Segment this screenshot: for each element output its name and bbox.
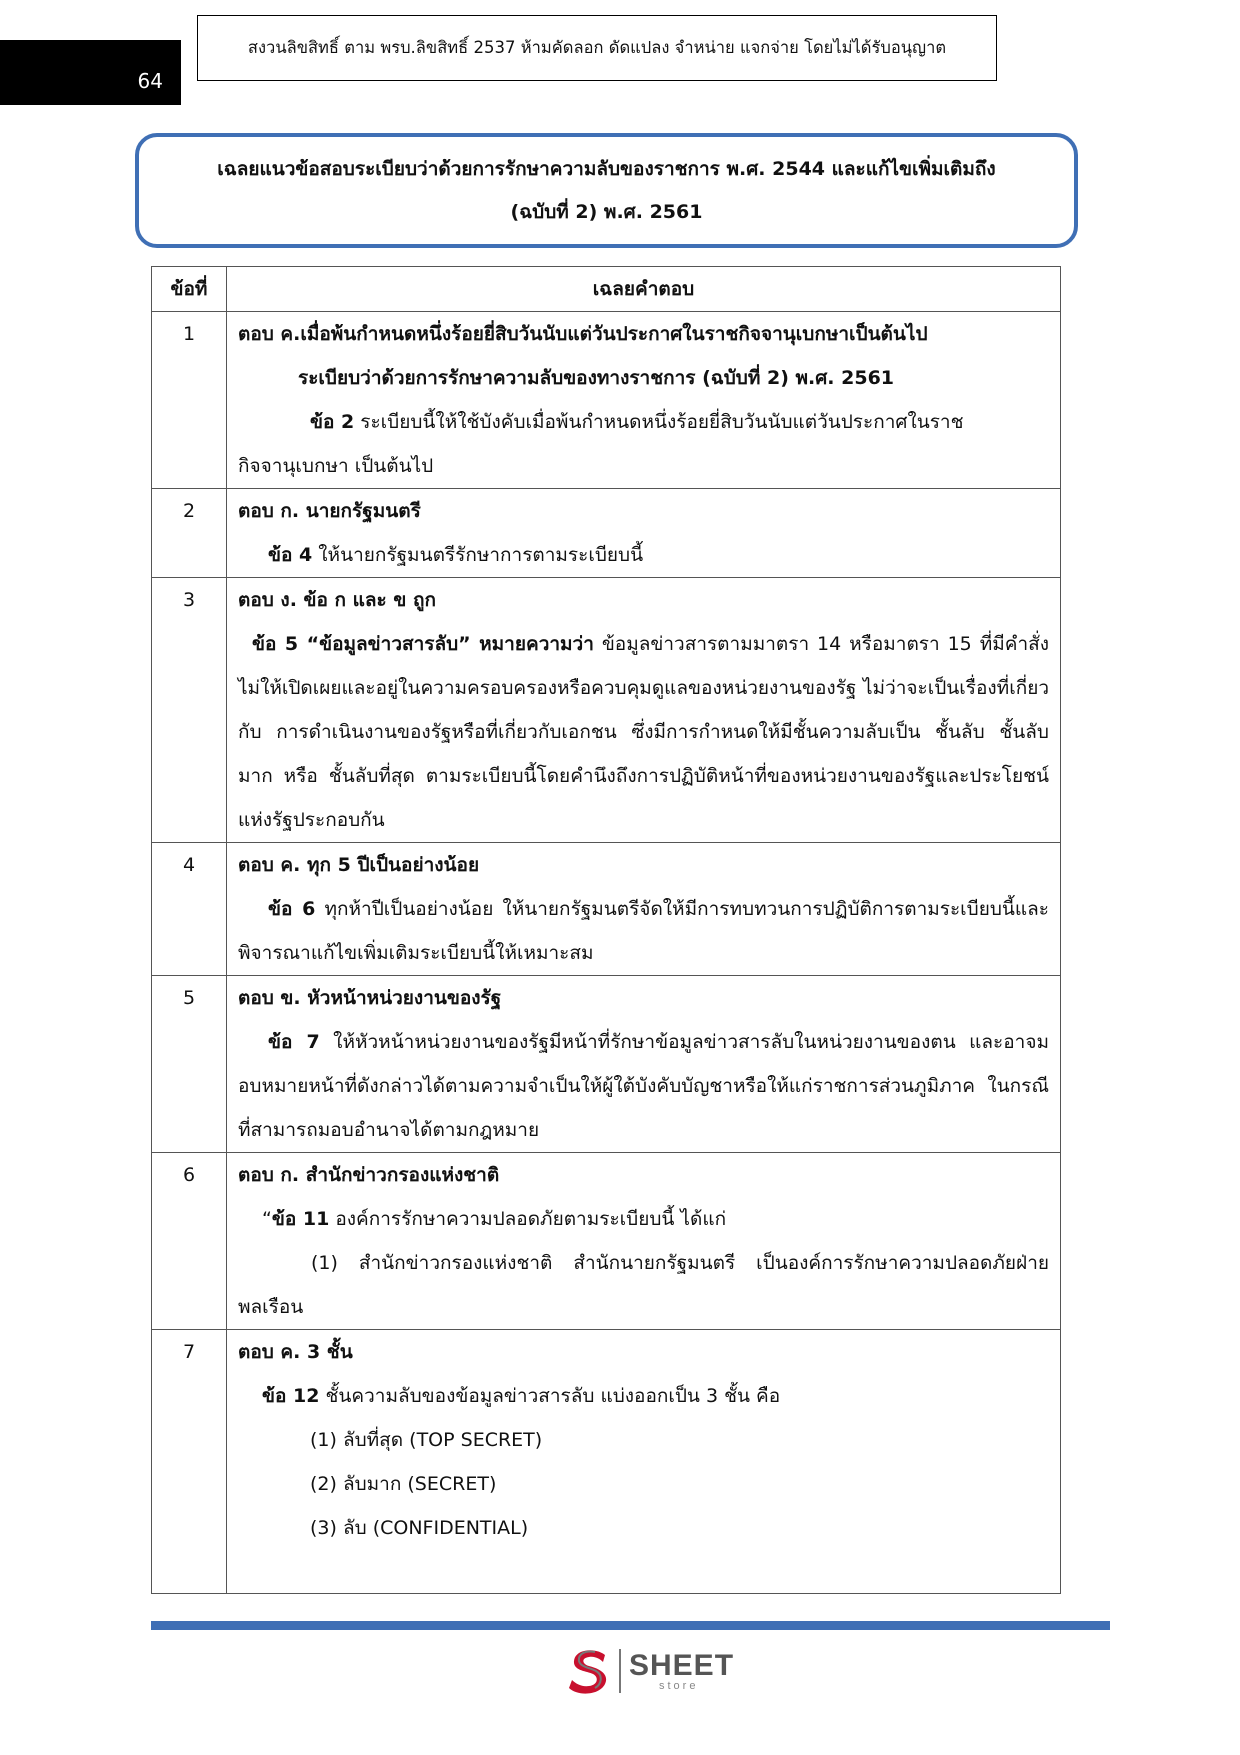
row-answer-cell bbox=[227, 1330, 1061, 1594]
clause-text: องค์การรักษาความปลอดภัยตามระเบียบนี้ ได้แก่ bbox=[329, 1208, 727, 1230]
quote-mark: “ bbox=[262, 1208, 272, 1230]
clause-paragraph bbox=[238, 622, 1049, 842]
clause-text: ชั้นความลับของข้อมูลข่าวสารลับ แบ่งออกเป็น 3 ชั้น คือ bbox=[319, 1385, 781, 1407]
clause-label: ข้อ 11 bbox=[271, 1208, 330, 1230]
row-answer-cell bbox=[227, 976, 1061, 1153]
row-number: 3 bbox=[152, 578, 227, 843]
row-answer-cell bbox=[227, 489, 1061, 578]
clause-label: ข้อ 7 bbox=[268, 1031, 320, 1053]
clause-paragraph bbox=[238, 887, 1049, 975]
footer-accent-bar bbox=[151, 1621, 1110, 1630]
s-swirl-logo-icon bbox=[565, 1646, 613, 1696]
row-number: 7 bbox=[152, 1330, 227, 1594]
clause-line bbox=[238, 1374, 1049, 1418]
clause-line bbox=[238, 1197, 1049, 1241]
clause-line bbox=[238, 533, 1049, 577]
clause-text: ทุกห้าปีเป็นอย่างน้อย ให้นายกรัฐมนตรีจัดให้มีการทบทวนการปฏิบัติการตามระเบียบนี้และพิจารณาแก้ไขเพิ่มเติมระเบียบนี้ให้เหมาะสม bbox=[238, 898, 1049, 964]
table-row bbox=[152, 976, 1061, 1153]
clause-label: ข้อ 5 “ข้อมูลข่าวสารลับ” หมายความว่า bbox=[252, 633, 594, 655]
table-row bbox=[152, 489, 1061, 578]
row-number: 1 bbox=[152, 312, 227, 489]
list-item: (3) ลับ (CONFIDENTIAL) bbox=[310, 1517, 529, 1539]
clause-item: (1) สำนักข่าวกรองแห่งชาติ สำนักนายกรัฐมนตรี เป็นองค์การรักษาความปลอดภัยฝ่ายพลเรือน bbox=[238, 1252, 1049, 1318]
clause-text: ให้นายกรัฐมนตรีรักษาการตามระเบียบนี้ bbox=[312, 544, 644, 566]
document-title-line2: (ฉบับที่ 2) พ.ศ. 2561 bbox=[510, 200, 703, 223]
table-row bbox=[152, 843, 1061, 976]
clause-label: ข้อ 2 bbox=[310, 411, 355, 433]
table-row bbox=[152, 1153, 1061, 1330]
logo-main-text: SHEET bbox=[629, 1648, 735, 1682]
table-header-row bbox=[152, 267, 1061, 312]
list-item: (1) ลับที่สุด (TOP SECRET) bbox=[310, 1429, 543, 1451]
clause-paragraph bbox=[238, 1020, 1049, 1152]
row-number: 5 bbox=[152, 976, 227, 1153]
row-answer-cell bbox=[227, 312, 1061, 489]
clause-label: ข้อ 6 bbox=[268, 898, 316, 920]
answer-text: ตอบ ก. สำนักข่าวกรองแห่งชาติ bbox=[238, 1164, 500, 1186]
row-number: 6 bbox=[152, 1153, 227, 1330]
clause-label: ข้อ 12 bbox=[262, 1385, 320, 1407]
page-number-badge bbox=[0, 40, 181, 105]
header-number: ข้อที่ bbox=[152, 267, 227, 312]
copyright-notice: สงวนลิขสิทธิ์ ตาม พรบ.ลิขสิทธิ์ 2537 ห้ามคัดลอก ดัดแปลง จำหน่าย แจกจ่าย โดยไม่ได้รับอนุญาต bbox=[247, 38, 947, 57]
row-answer-cell bbox=[227, 843, 1061, 976]
logo-wordmark bbox=[629, 1648, 735, 1692]
answer-text: ตอบ ค. ทุก 5 ปีเป็นอย่างน้อย bbox=[238, 854, 480, 876]
table-row bbox=[152, 1330, 1061, 1594]
table-row bbox=[152, 578, 1061, 843]
answer-text: ตอบ ค.เมื่อพ้นกำหนดหนึ่งร้อยยี่สิบวันนับแต่วันประกาศในราชกิจจานุเบกษาเป็นต้นไป bbox=[238, 323, 928, 345]
answer-text: ตอบ ก. นายกรัฐมนตรี bbox=[238, 500, 421, 522]
answer-text: ตอบ ข. หัวหน้าหน่วยงานของรัฐ bbox=[238, 987, 502, 1009]
page-number: 64 bbox=[137, 69, 163, 93]
answer-text: ตอบ ง. ข้อ ก และ ข ถูก bbox=[238, 589, 436, 611]
clause-text: ให้หัวหน้าหน่วยงานของรัฐมีหน้าที่รักษาข้อมูลข่าวสารลับในหน่วยงานของตน และอาจมอบหมายหน้าที่ดังกล่าวได้ตามความจำเป็นให้ผู้ใต้บังคับบัญชาหรือให้แก่ราชการส่วนภูมิภาค ในกรณีที่สามารถมอบอำนาจได้ตามกฎหมาย bbox=[238, 1031, 1050, 1141]
clause-label: ข้อ 4 bbox=[268, 544, 313, 566]
reference-title: ระเบียบว่าด้วยการรักษาความลับของทางราชการ (ฉบับที่ 2) พ.ศ. 2561 bbox=[298, 367, 895, 389]
clause-text-continued: กิจจานุเบกษา เป็นต้นไป bbox=[238, 455, 434, 477]
row-number: 2 bbox=[152, 489, 227, 578]
answer-text: ตอบ ค. 3 ชั้น bbox=[238, 1341, 353, 1363]
logo-sub-text: store bbox=[659, 1679, 699, 1692]
clause-text: ข้อมูลข่าวสารตามมาตรา 14 หรือมาตรา 15 ที่มีคำสั่ง ไม่ให้เปิดเผยและอยู่ในความครอบครองหรือควบคุมดูแลของหน่วยงานของรัฐ ไม่ว่าจะเป็นเรื่องที่เกี่ยวกับ การดำเนินงานของรัฐหรือที่เกี่ยวกับเอกชน ซึ่งมีการกำหนดให้มีชั้นความลับเป็น ชั้นลับ ชั้นลับมาก หรือ ชั้นลับที่สุด ตามระเบียบนี้โดยคำนึงถึงการปฏิบัติหน้าที่ของหน่วยงานของรัฐและประโยชน์แห่งรัฐประกอบกัน bbox=[238, 633, 1049, 831]
list-item: (2) ลับมาก (SECRET) bbox=[310, 1473, 497, 1495]
table-row bbox=[152, 312, 1061, 489]
row-number: 4 bbox=[152, 843, 227, 976]
copyright-notice-box bbox=[197, 15, 997, 81]
answer-table bbox=[151, 266, 1061, 1594]
row-answer-cell bbox=[227, 578, 1061, 843]
header-answer: เฉลยคำตอบ bbox=[227, 267, 1061, 312]
row-answer-cell bbox=[227, 1153, 1061, 1330]
document-title-line1: เฉลยแนวข้อสอบระเบียบว่าด้วยการรักษาความลับของราชการ พ.ศ. 2544 และแก้ไขเพิ่มเติมถึง bbox=[217, 157, 996, 180]
clause-text: ระเบียบนี้ให้ใช้บังคับเมื่อพ้นกำหนดหนึ่งร้อยยี่สิบวันนับแต่วันประกาศในราช bbox=[354, 411, 964, 433]
sheet-store-logo bbox=[565, 1645, 734, 1697]
document-title-box bbox=[135, 133, 1078, 248]
clause-line bbox=[238, 400, 1049, 444]
logo-divider bbox=[619, 1649, 621, 1693]
